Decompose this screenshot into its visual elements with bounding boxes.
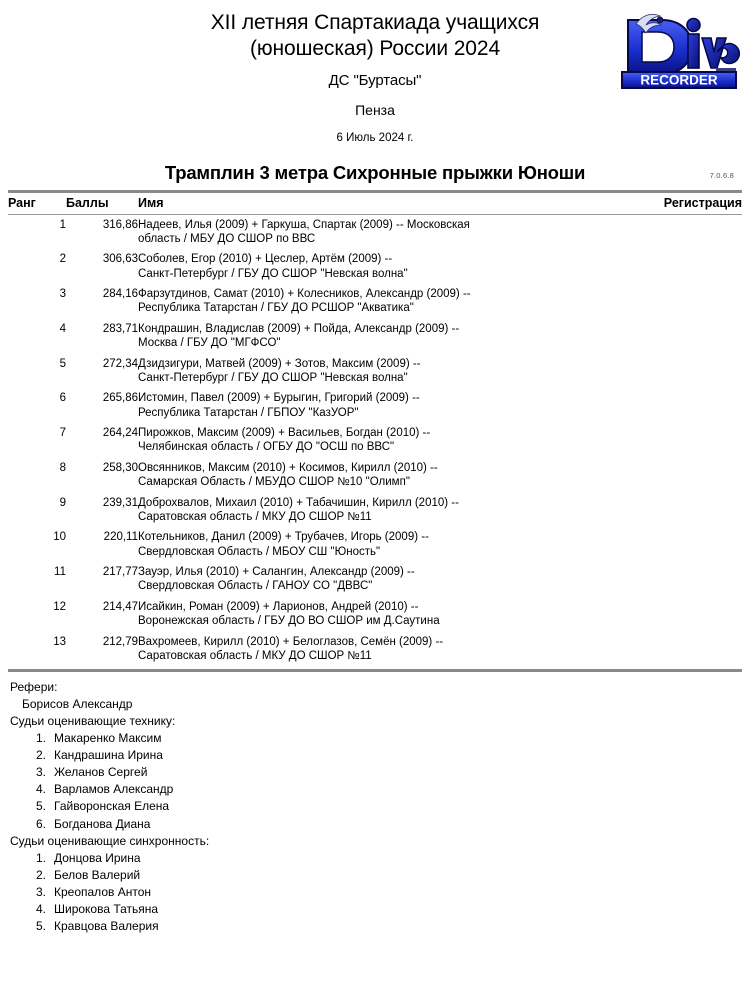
technique-judge-item	[8, 764, 742, 781]
table-row	[8, 562, 742, 597]
results-table-body-wrapper	[8, 215, 742, 667]
cell-name	[138, 527, 612, 562]
cell-score: 265,86	[102, 392, 138, 405]
cell-name-line-2: Республика Татарстан / ГБПОУ "КазУОР"	[138, 406, 359, 419]
judge-number: 2.	[35, 748, 46, 763]
cell-registration	[612, 215, 742, 250]
cell-registration	[612, 562, 742, 597]
cell-name	[138, 458, 612, 493]
sync-judge-item	[8, 850, 742, 867]
cell-name-line-1: Вахромеев, Кирилл (2010) + Белоглазов, Семён (2009) --	[138, 635, 444, 648]
judge-number: 4.	[35, 782, 46, 797]
cell-registration	[612, 249, 742, 284]
technique-judge-item	[8, 781, 742, 798]
technique-judge-item	[8, 798, 742, 815]
column-header-registration: Регистрация	[663, 195, 742, 210]
technique-judges-list	[8, 730, 742, 832]
cell-name-line-2: Свердловская Область / ГАНОУ СО "ДВВС"	[138, 580, 373, 593]
cell-name	[138, 632, 612, 667]
cell-name-line-2: Челябинская область / ОГБУ ДО "ОСШ по ВВС"	[138, 441, 395, 454]
cell-name	[138, 597, 612, 632]
sync-judge-item	[8, 884, 742, 901]
judge-number: 5.	[35, 918, 46, 933]
cell-name-line-2: Москва / ГБУ ДО "МГФСО"	[138, 337, 281, 350]
cell-name-line-1: Зауэр, Илья (2010) + Салангин, Александр (2009) --	[138, 566, 415, 578]
event-title: Трамплин 3 метра Сихронные прыжки Юноши	[164, 161, 586, 183]
sync-judge-item	[8, 867, 742, 884]
cell-name-line-1: Котельников, Данил (2009) + Трубачев, Игорь (2009) --	[138, 531, 429, 544]
column-header-name: Имя	[138, 195, 164, 210]
event-date: 6 Июль 2024 г.	[336, 131, 414, 144]
officials-section	[8, 679, 742, 934]
cell-score: 272,34	[102, 357, 138, 370]
sync-judge-item	[8, 901, 742, 918]
judge-name: Желанов Сергей	[54, 765, 148, 780]
cell-name-line-2: область / МБУ ДО СШОР по ВВС	[138, 232, 316, 245]
cell-registration	[612, 319, 742, 354]
table-row	[8, 319, 742, 354]
cell-name-line-1: Пирожков, Максим (2009) + Васильев, Богдан (2010) --	[138, 427, 431, 439]
cell-score: 220,11	[103, 531, 138, 544]
cell-score: 217,77	[102, 566, 138, 578]
cell-name-line-2: Саратовская область / МКУ ДО СШОР №11	[138, 510, 372, 523]
cell-registration	[612, 458, 742, 493]
table-row	[8, 354, 742, 389]
cell-registration	[612, 493, 742, 528]
cell-registration	[612, 527, 742, 562]
cell-rank: 8	[59, 461, 66, 474]
cell-name-line-2: Саратовская область / МКУ ДО СШОР №11	[138, 649, 372, 662]
cell-name-line-2: Санкт-Петербург / ГБУ ДО СШОР "Невская волна"	[138, 371, 408, 384]
cell-name	[138, 319, 612, 354]
judge-number: 3.	[35, 765, 46, 780]
judge-name: Богданова Диана	[54, 816, 151, 831]
cell-name	[138, 562, 612, 597]
cell-name	[138, 249, 612, 284]
judge-name: Гайворонская Елена	[54, 799, 170, 814]
cell-rank: 9	[59, 496, 66, 509]
table-row	[8, 215, 742, 250]
judge-number: 6.	[35, 816, 46, 831]
column-header-rank: Ранг	[8, 195, 36, 210]
technique-judge-item	[8, 816, 742, 833]
cell-name	[138, 423, 612, 458]
results-table-body	[8, 215, 742, 667]
cell-name-line-2: Воронежская область / ГБУ ДО ВО СШОР им Д.Саутина	[138, 615, 440, 628]
referee-label: Рефери:	[10, 680, 58, 695]
event-title-row	[8, 162, 742, 184]
judge-name: Донцова Ирина	[54, 850, 141, 865]
judge-name: Белов Валерий	[54, 867, 141, 882]
cell-name	[138, 354, 612, 389]
cell-name-line-1: Исайкин, Роман (2009) + Ларионов, Андрей (2010) --	[138, 600, 419, 613]
cell-name-line-1: Доброхвалов, Михаил (2010) + Табачишин, Кирилл (2010) --	[138, 496, 459, 509]
column-header-score: Баллы	[66, 195, 109, 210]
cell-rank: 5	[59, 357, 66, 370]
software-version: 7.0.6.8	[709, 170, 734, 180]
meet-title	[115, 10, 635, 63]
cell-name-line-1: Истомин, Павел (2009) + Бурыгин, Григорий (2009) --	[138, 392, 420, 405]
cell-name-line-2: Санкт-Петербург / ГБУ ДО СШОР "Невская волна"	[138, 267, 408, 280]
table-header-row	[8, 193, 742, 214]
cell-name-line-1: Кондрашин, Владислав (2009) + Пойда, Александр (2009) --	[138, 322, 460, 335]
cell-rank: 2	[59, 253, 66, 266]
city-name: Пенза	[355, 101, 395, 118]
cell-name-line-1: Надеев, Илья (2009) + Гаркуша, Спартак (2009) -- Московская	[138, 218, 470, 231]
cell-score: 214,47	[102, 600, 138, 613]
table-row	[8, 249, 742, 284]
judge-number: 5.	[35, 799, 46, 814]
cell-name-line-1: Фарзутдинов, Самат (2010) + Колесников, Александр (2009) --	[138, 288, 471, 300]
cell-name	[138, 215, 612, 250]
cell-rank: 7	[59, 427, 66, 439]
judge-number: 4.	[35, 901, 46, 916]
cell-rank: 10	[53, 531, 66, 544]
cell-registration	[612, 388, 742, 423]
venue-name: ДС "Буртасы"	[328, 71, 422, 89]
judge-number: 2.	[35, 867, 46, 882]
cell-name-line-1: Дзидзигури, Матвей (2009) + Зотов, Максим (2009) --	[138, 357, 421, 370]
referee-name: Борисов Александр	[22, 697, 133, 712]
judge-name: Креопалов Антон	[54, 884, 151, 899]
cell-score: 239,31	[102, 496, 138, 509]
cell-score: 306,63	[102, 253, 138, 266]
cell-score: 316,86	[102, 218, 138, 231]
cell-score: 264,24	[102, 427, 138, 439]
dive-recorder-logo	[616, 8, 740, 92]
cell-registration	[612, 597, 742, 632]
meet-title-line-1: XII летняя Спартакиада учащихся	[210, 11, 540, 34]
table-row	[8, 423, 742, 458]
results-table	[8, 193, 742, 214]
cell-score: 283,71	[102, 322, 138, 335]
cell-name-line-1: Соболев, Егор (2010) + Цеслер, Артём (2009) --	[138, 253, 393, 266]
sync-judge-item	[8, 918, 742, 935]
technique-judge-item	[8, 747, 742, 764]
sync-judges-label: Судьи оценивающие синхронность:	[10, 833, 210, 848]
cell-score: 258,30	[102, 461, 138, 474]
judge-name: Макаренко Максим	[54, 731, 162, 746]
table-row	[8, 284, 742, 319]
judge-number: 1.	[35, 850, 46, 865]
cell-registration	[612, 284, 742, 319]
table-row	[8, 632, 742, 667]
technique-judges-label: Судьи оценивающие технику:	[10, 714, 176, 729]
cell-name	[138, 493, 612, 528]
cell-score: 284,16	[102, 288, 138, 300]
cell-rank: 12	[53, 600, 66, 613]
judge-number: 3.	[35, 884, 46, 899]
cell-name-line-1: Овсянников, Максим (2010) + Косимов, Кирилл (2010) --	[138, 461, 438, 474]
table-row	[8, 527, 742, 562]
judge-number: 1.	[35, 731, 46, 746]
cell-rank: 3	[59, 288, 66, 300]
logo-recorder-text: RECORDER	[640, 72, 718, 88]
cell-name-line-2: Республика Татарстан / ГБУ ДО РСШОР "Акватика"	[138, 302, 414, 315]
cell-score: 212,79	[102, 635, 138, 648]
sync-judges-list	[8, 850, 742, 935]
meet-title-line-2: (юношеская) России 2024	[249, 37, 501, 61]
technique-judge-item	[8, 730, 742, 747]
table-row	[8, 458, 742, 493]
cell-registration	[612, 354, 742, 389]
cell-name-line-2: Самарская Область / МБУДО СШОР №10 "Олимп"	[138, 476, 410, 489]
cell-rank: 11	[54, 566, 66, 578]
cell-name	[138, 388, 612, 423]
judge-name: Варламов Александр	[54, 782, 174, 797]
table-row	[8, 597, 742, 632]
judge-name: Кандрашина Ирина	[54, 748, 163, 763]
document-header	[8, 0, 742, 144]
cell-rank: 13	[53, 635, 66, 648]
cell-registration	[612, 632, 742, 667]
results-table-head	[8, 193, 742, 214]
cell-registration	[612, 423, 742, 458]
table-bottom-rule	[8, 669, 742, 672]
cell-name	[138, 284, 612, 319]
cell-rank: 6	[59, 392, 66, 405]
judge-name: Широкова Татьяна	[54, 901, 159, 916]
table-row	[8, 388, 742, 423]
cell-rank: 1	[59, 218, 66, 231]
cell-rank: 4	[59, 322, 66, 335]
table-row	[8, 493, 742, 528]
judge-name: Кравцова Валерия	[54, 918, 159, 933]
cell-name-line-2: Свердловская Область / МБОУ СШ "Юность"	[138, 545, 381, 558]
